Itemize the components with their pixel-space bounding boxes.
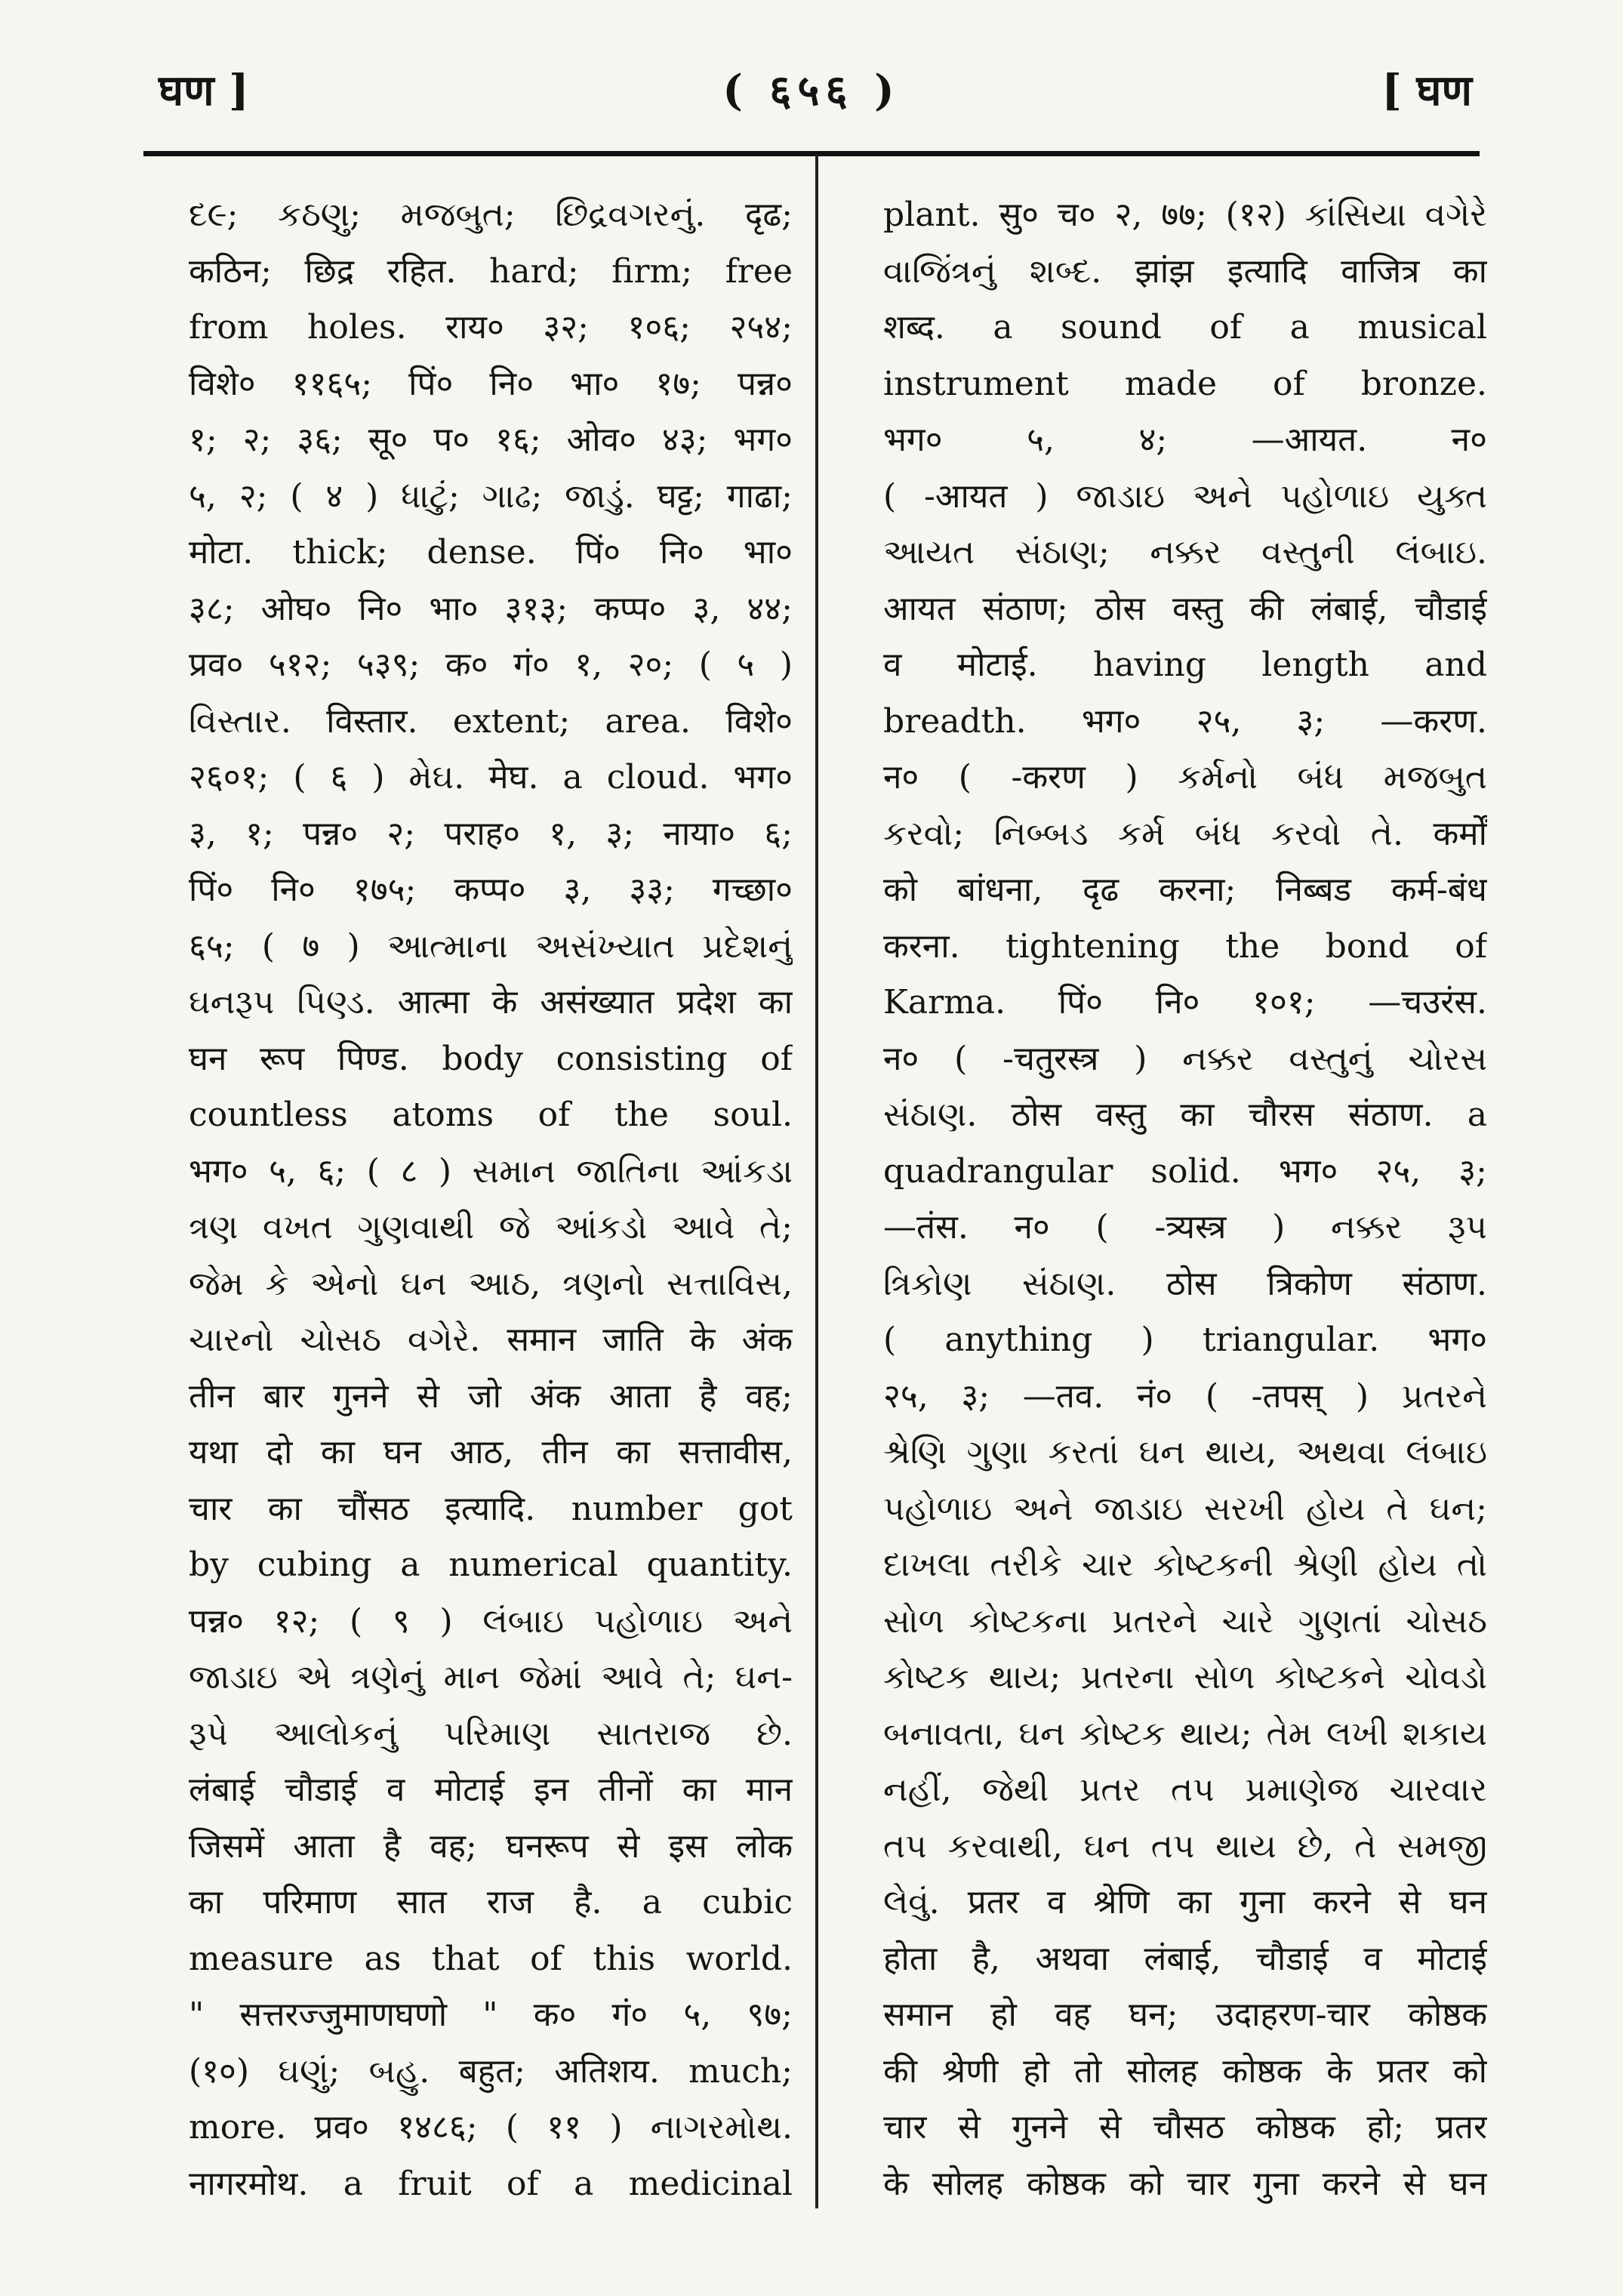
text-line: દાખલા તરીકે ચાર કોષ્ટકની શ્રેણી હોય તો	[883, 1546, 1487, 1584]
page-header	[0, 53, 1623, 136]
text-line: १; २; ३६; सू० प० १६; ओव० ४३; भग०	[189, 421, 793, 459]
text-line: को बांधना, दृढ करना; निब्बड कर्म-बंध	[883, 871, 1487, 909]
text-line: करना. tightening the bond of	[883, 926, 1487, 966]
text-line: " सत्तरज्जुमाणघणो " क० गं० ५, ९७;	[189, 1996, 793, 2034]
text-line: quadrangular solid. भग० २५, ३;	[883, 1151, 1487, 1191]
text-line: भग० ५, ४; —आयत. न०	[883, 421, 1487, 459]
text-line: લેવું. प्रतर व श्रेणि का गुना करने से घन	[883, 1883, 1487, 1922]
text-line: —तंस. न० ( -त्र्यस्त्र ) નક્કર રૂપ	[883, 1208, 1487, 1247]
text-line: घन रूप पिण्ड. body consisting of	[189, 1039, 793, 1078]
text-line: વિસ્તાર. विस्तार. extent; area. विशे०	[189, 701, 793, 741]
text-line: ( anything ) triangular. भग०	[883, 1321, 1487, 1359]
text-line: व मोटाई. having length and	[883, 646, 1487, 684]
text-line: चार का चौंसठ इत्यादि. number got	[189, 1489, 793, 1528]
text-line: countless atoms of the soul.	[189, 1096, 793, 1134]
text-line: ३, १; पन्न० २; पराह० १, ३; नाया० ६;	[189, 814, 793, 853]
text-line: समान हो वह घन; उदाहरण-चार कोष्ठक	[883, 1996, 1487, 2034]
text-line: breadth. भग० २५, ३; —करण.	[883, 701, 1487, 741]
text-line: નહીં, જેથી પ્રતર તપ પ્રમાણેજ ચારવાર	[883, 1771, 1487, 1809]
text-line: ३८; ओघ० नि० भा० ३१३; कप्प० ३, ४४;	[189, 589, 793, 628]
text-line: विशे० ११६५; पिं० नि० भा० १७; पन्न०	[189, 364, 793, 403]
text-line: instrument made of bronze.	[883, 364, 1487, 403]
text-line: by cubing a numerical quantity.	[189, 1546, 793, 1584]
text-line: कठिन; छिद्र रहित. hard; firm; free	[189, 251, 793, 291]
text-line: का परिमाण सात राज है. a cubic	[189, 1883, 793, 1922]
text-line: પહોળાઇ અને જાડાઇ સરખી હોય તે ઘન;	[883, 1489, 1487, 1528]
text-line: न० ( -चतुरस्त्र ) નક્કર વસ્તુનું ચોરસ	[883, 1039, 1487, 1078]
text-line: from holes. राय० ३२; १०६; २५४;	[189, 308, 793, 347]
text-line: आयत संठाण; ठोस वस्तु की लंबाई, चौडाई	[883, 589, 1487, 628]
text-line: न० ( -करण ) કર્મનો બંધ મજબુત	[883, 758, 1487, 797]
text-line: રૂપે આલોકનું પરિમાણ સાતરાજ છે.	[189, 1714, 793, 1753]
left-running-head: घण ]	[159, 66, 249, 116]
text-line: के सोलह कोष्ठक को चार गुना करने से घन	[883, 2164, 1487, 2203]
left-column	[189, 187, 793, 2218]
text-line: દ૯; કઠણુ; મજબુત; છિદ્રવગરનું. दृढ;	[189, 196, 793, 234]
text-line: की श्रेणी हो तो सोलह कोष्ठक के प्रतर को	[883, 2051, 1487, 2091]
text-line: यथा दो का घन आठ, तीन का सत्तावीस,	[189, 1433, 793, 1472]
text-line: ચારનો ચોસઠ વગેરે. समान जाति के अंक	[189, 1321, 793, 1359]
text-line: नागरमोथ. a fruit of a medicinal	[189, 2164, 793, 2203]
text-line: plant. सु० च० २, ७७; (१२) કાંસિયા વગેરે	[883, 196, 1487, 234]
text-line: બનાવતા, ઘન કોષ્ટક થાય; તેમ લખી શકાય	[883, 1714, 1487, 1753]
text-line: ત્રિકોણ સંઠાણ. ठोस त्रिकोण संठाण.	[883, 1264, 1487, 1303]
text-line: જાડાઇ એ ત્રણેનું માન જેમાં આવે તે; ઘન-	[189, 1658, 793, 1697]
text-line: लंबाई चौडाई व मोटाई इन तीनों का मान	[189, 1771, 793, 1809]
text-line: जिसमें आता है वह; घनरूप से इस लोक	[189, 1826, 793, 1866]
text-line: २५, ३; —तव. नं० ( -तपस् ) પ્રતરને	[883, 1376, 1487, 1416]
text-line: पिं० नि० १७५; कप्प० ३, ३३; गच्छा०	[189, 871, 793, 909]
right-column	[883, 187, 1487, 2218]
text-line: ( -आयत ) જાડાઇ અને પહોળાઇ યુક્ત	[883, 476, 1487, 516]
text-line: Karma. पिं० नि० १०१; —चउरंस.	[883, 983, 1487, 1022]
text-line: २६०१; ( ६ ) મેઘ. मेघ. a cloud. भग०	[189, 758, 793, 797]
text-line: આયત સંઠાણ; નક્કર વસ્તુની લંબાઇ.	[883, 533, 1487, 572]
text-line: (१०) ઘણું; બહુ. बहुत; अतिशय. much;	[189, 2051, 793, 2091]
text-line: ત્રણ વખત ગુણવાથી જે આંકડો આવે તે;	[189, 1208, 793, 1247]
column-divider	[815, 155, 818, 2208]
text-line: मोटा. thick; dense. पिं० नि० भा०	[189, 533, 793, 572]
text-line: तीन बार गुनने से जो अंक आता है वह;	[189, 1376, 793, 1416]
header-rule	[143, 151, 1480, 156]
text-line: होता है, अथवा लंबाई, चौडाई व मोटाई	[883, 1939, 1487, 1978]
text-line: शब्द. a sound of a musical	[883, 308, 1487, 347]
text-line: measure as that of this world.	[189, 1939, 793, 1978]
text-line: સંઠાણ. ठोस वस्तु का चौरस संठाण. a	[883, 1096, 1487, 1134]
text-line: ६५; ( ७ ) આત્માના અસંખ્યાત પ્રદેશનું	[189, 926, 793, 966]
text-line: ५, २; ( ४ ) ધાટું; ગાઢ; જાડું. घट्ट; गाढा;	[189, 476, 793, 516]
text-line: पन्न० १२; ( ९ ) લંબાઇ પહોળાઇ અને	[189, 1601, 793, 1641]
text-line: શ્રેણિ ગુણા કરતાં ઘન થાય, અથવા લંબાઇ	[883, 1433, 1487, 1472]
text-line: प्रव० ५१२; ५३९; क० गं० १, २०; ( ५ )	[189, 646, 793, 684]
text-line: more. प्रव० १४८६; ( ११ ) નાગરમોથ.	[189, 2108, 793, 2147]
text-line: કોષ્ટક થાય; પ્રતરના સોળ કોષ્ટકને ચોવડો	[883, 1658, 1487, 1697]
text-line: જેમ કે એનો ઘન આઠ, ત્રણનો સત્તાવિસ,	[189, 1264, 793, 1303]
right-running-head: [ घण	[1381, 66, 1472, 116]
page-number: ( ६५६ )	[722, 66, 901, 116]
text-line: चार से गुनने से चौसठ कोष्ठक हो; प्रतर	[883, 2108, 1487, 2147]
text-line: સોળ કોષ્ટકના પ્રતરને ચારે ગુણતાં ચોસઠ	[883, 1601, 1487, 1641]
text-line: તપ કરવાથી, ઘન તપ થાય છે, તે સમજી	[883, 1826, 1487, 1866]
text-line: भग० ५, ६; ( ८ ) સમાન જાતિના આંકડા	[189, 1151, 793, 1191]
text-line: કરવો; નિબ્બડ કર્મ બંધ કરવો તે. कर्मों	[883, 814, 1487, 853]
text-line: વાજિંત્રનું શબ્દ. झांझ इत्यादि वाजित्र का	[883, 251, 1487, 291]
text-line: ઘનરૂપ પિણ્ડ. आत्मा के असंख्यात प्रदेश का	[189, 983, 793, 1022]
